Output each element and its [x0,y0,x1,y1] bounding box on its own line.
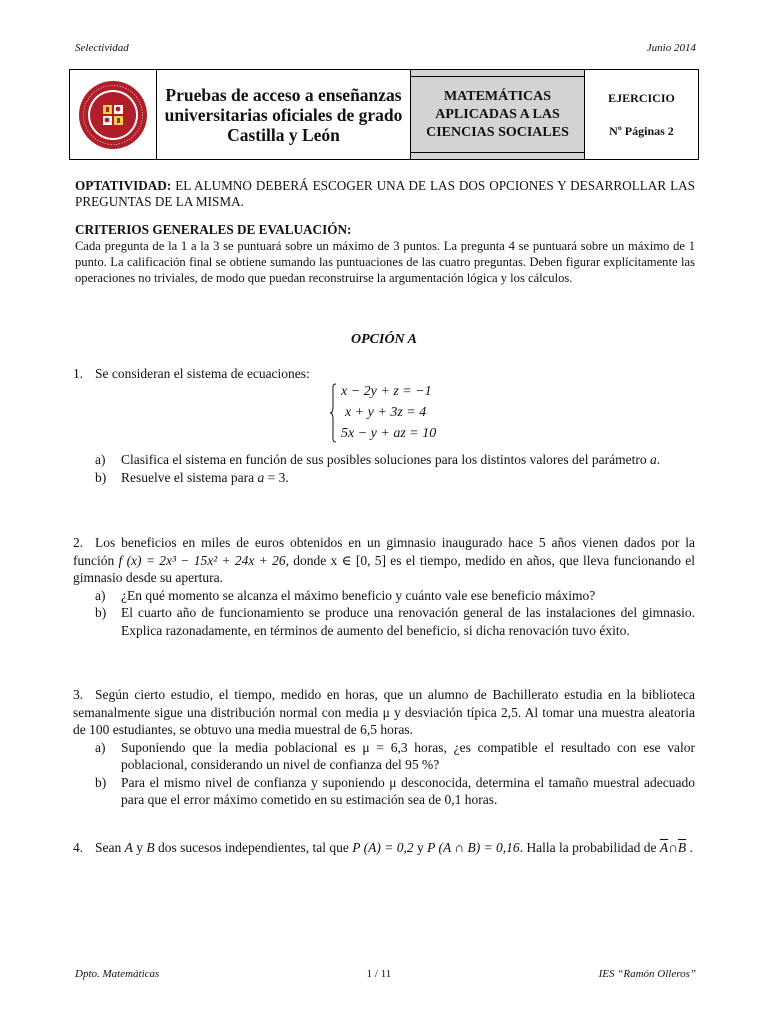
question-4-text-3: dos sucesos independientes, tal que [154,840,353,855]
question-2-text: Los beneficios en miles de euros obtenidos en un gimnasio inaugurado hace 5 años vienen dados por la función [73,535,695,568]
complement-a: $\overline{A}$ [659,840,669,855]
question-1-parts [73,451,695,486]
title-line-2: universitarias oficiales de grado [164,104,403,125]
part-a-text: ¿En qué momento se alcanza el máximo beneficio y cuánto vale ese beneficio máximo? [121,587,596,603]
question-2 [73,534,695,639]
running-header-left: Selectividad [75,42,129,54]
exercise-label: EJERCICIO [608,90,675,105]
part-b-end: = 3. [264,469,289,485]
part-a-end: . [656,452,661,467]
exam-header-table [69,69,699,160]
optatividad-paragraph [75,178,695,210]
criterios-text: Cada pregunta de la 1 a la 3 se puntuará sobre un máximo de 3 puntos. La pregunta 4 se puntuará sobre un máximo de 1 punto. La calificación final se obtiene sumando las puntuaciones de las cuatro preguntas. Deben figurar explícitamente las operaciones no triviales, de modo que puedan reconstruirse la argumentación lógica y los cálculos. [75,239,695,285]
question-4-text-2: y [132,840,147,855]
part-a-label: a) [95,587,106,603]
question-1 [73,365,695,383]
event-b: B [146,840,155,855]
parameter-a: a [257,469,265,485]
question-4-text-4: y [413,840,428,855]
question-2-number: 2. [73,535,84,550]
part-b-label: b) [95,469,107,485]
optatividad-label: OPTATIVIDAD: [75,178,172,193]
probability-a: P (A) = 0,2 [352,840,414,855]
footer-right: IES “Ramón Olleros” [598,968,696,980]
parameter-a: a [650,452,657,467]
university-seal-icon [77,79,149,151]
domain-interval: x ∈ [0, 5] [330,552,386,568]
probability-a-and-b: P (A ∩ B) = 0,16 [427,840,520,855]
subject-line-1: MATEMÁTICAS [443,88,552,104]
question-4-end: . [686,840,693,855]
exercise-pages: Nº Páginas 2 [609,123,674,138]
question-3-text: Según cierto estudio, el tiempo, medido en horas, que un alumno de Bachillerato estudia en la biblioteca semanalmente sigue una distribución normal con media μ y desviación típica 2,5. Al tomar una muestra aleatoria de 100 estudiantes, se obtuvo una media muestral de 6,5 horas. [73,687,695,737]
event-a: A [124,840,133,855]
title-line-3: Castilla y León [227,124,340,145]
question-1-part-b [73,469,695,487]
question-4-number: 4. [73,840,84,855]
equation-2: x + y + 3z = 4 [345,405,427,420]
question-2-text-2: , donde [285,552,331,568]
part-a-label: a) [95,739,106,755]
equation-3: 5x − y + az = 10 [341,426,437,441]
question-2-part-b [73,604,695,639]
page-number: 1 / 11 [366,968,392,980]
criterios-title: CRITERIOS GENERALES DE EVALUACIÓN: [75,222,352,237]
part-b-text: El cuarto año de funcionamiento se produce una renovación general de las instalaciones del gimnasio. Explica razonadamente, en términos de aumento del beneficio, si dicha renovación tuvo éxito. [121,605,695,638]
running-header-right: Junio 2014 [646,42,696,54]
question-2-part-a [73,587,695,605]
title-line-1: Pruebas de acceso a enseñanzas [165,84,402,105]
criterios-section [75,222,695,286]
part-b-label: b) [95,774,107,790]
question-3-number: 3. [73,687,84,702]
complement-b: $\overline{B}$ [677,840,687,855]
left-brace-icon [329,383,337,443]
part-b-text: Para el mismo nivel de confianza y suponiendo μ desconocida, determina el tamaño muestral adecuado para que el error máximo cometido en su estimación sea de 0,1 horas. [121,774,695,807]
part-b-label: b) [95,605,107,620]
question-3-part-b [73,774,695,809]
title-cell [157,70,411,159]
question-4-text-5: . Halla la probabilidad de [519,840,660,855]
question-1-text: Se consideran el sistema de ecuaciones: [95,366,310,381]
intersection-symbol: ∩ [668,840,678,855]
equation-1: x − 2y + z = −1 [341,384,432,399]
question-3-part-a [73,739,695,774]
question-4-text: Sean [95,840,125,855]
running-header [75,42,696,54]
exercise-cell [585,70,698,159]
part-a-text: Suponiendo que la media poblacional es μ = 6,3 horas, ¿es compatible el resultado con ese valor poblacional, considerando un nivel de confianza del 95 %? [121,739,695,772]
question-1-number: 1. [73,366,84,381]
part-b-text: Resuelve el sistema para [121,469,258,485]
part-a-label: a) [95,452,106,467]
subject-cell [411,70,585,159]
subject-line-2: APLICADAS A LAS [435,106,560,122]
question-2-text-3: es el tiempo, medido en años, que lleva funcionando el gimnasio desde su apertura. [73,552,696,585]
opcion-title: OPCIÓN A [351,332,417,347]
question-4 [73,838,695,858]
subject-line-3: CIENCIAS SOCIALES [426,124,569,140]
part-a-text: Clasifica el sistema en función de sus posibles soluciones para los distintos valores del parámetro [121,452,651,467]
logo-cell [70,70,157,159]
footer-left: Dpto. Matemáticas [75,968,160,980]
question-1-part-a [73,451,695,469]
page-footer [75,968,696,980]
equation-system [329,381,436,444]
question-3 [73,686,695,809]
profit-function: f (x) = 2x³ − 15x² + 24x + 26 [118,552,286,568]
optatividad-text: EL ALUMNO DEBERÁ ESCOGER UNA DE LAS DOS OPCIONES Y DESARROLLAR LAS PREGUNTAS DE LA MISMA. [75,178,696,209]
